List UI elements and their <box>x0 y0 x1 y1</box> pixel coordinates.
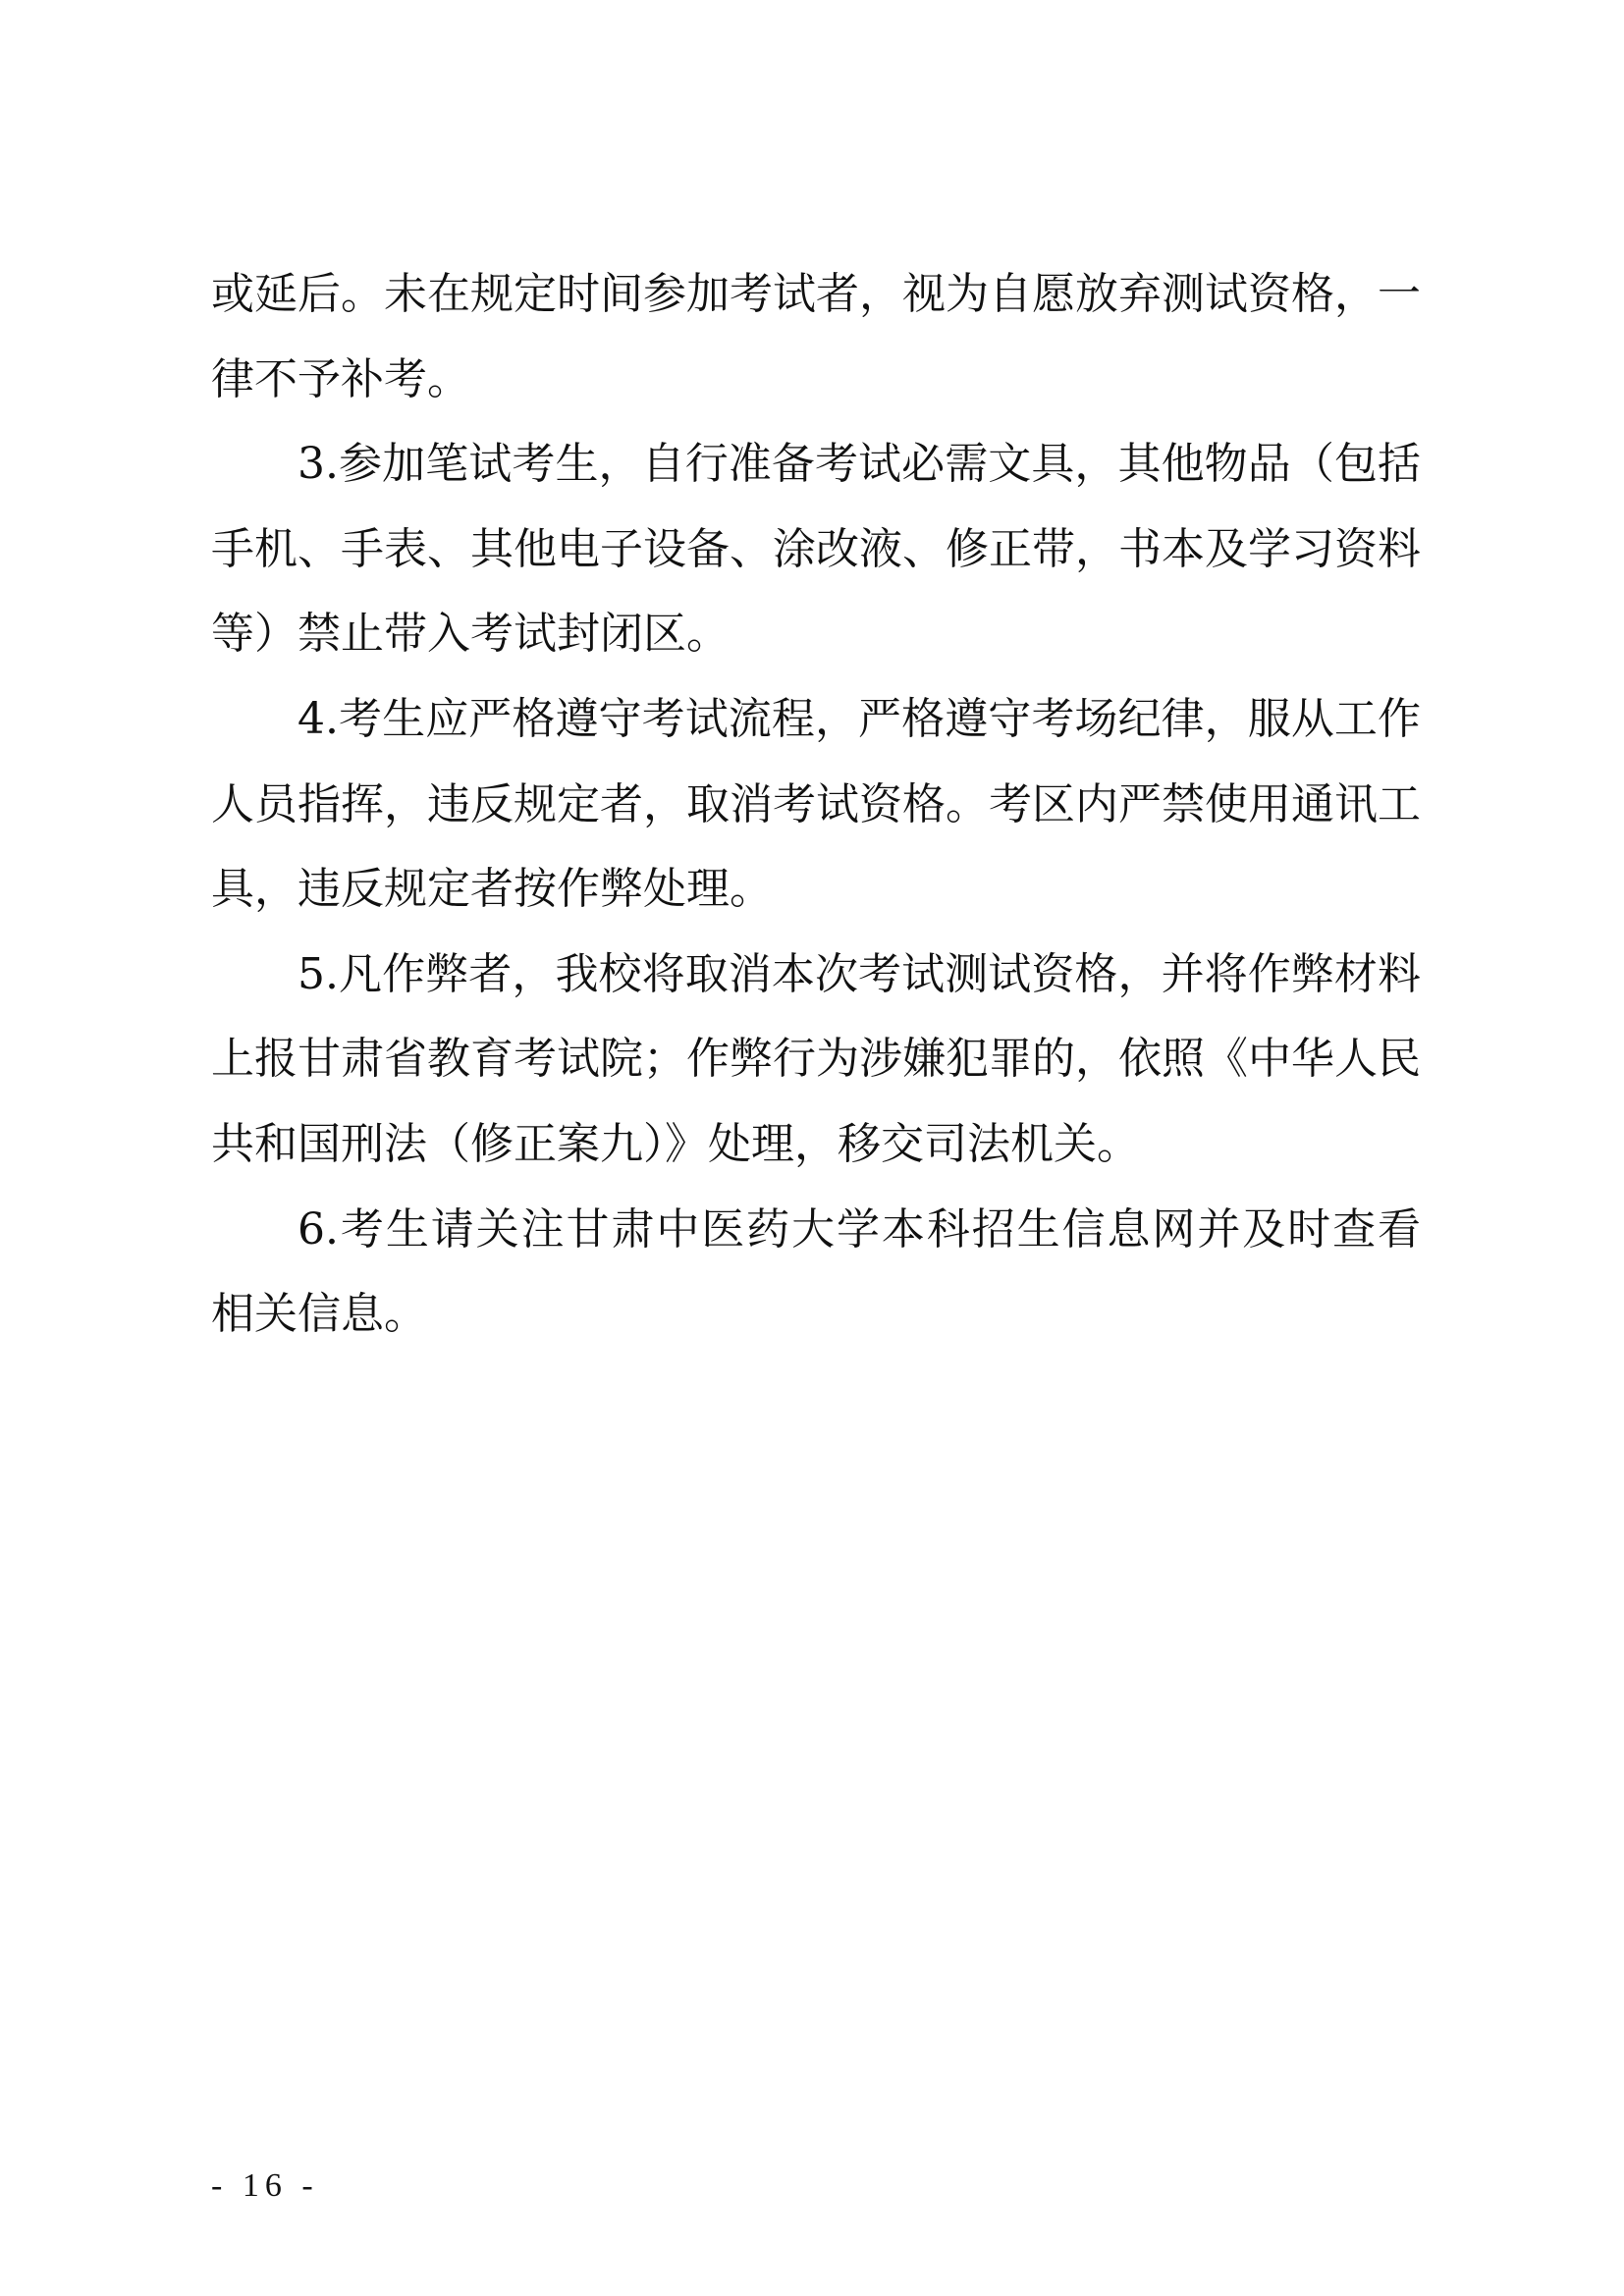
text-line: 4.考生应严格遵守考试流程，严格遵守考场纪律，服从工作 <box>298 693 1421 744</box>
text-line: 6.考生请关注甘肃中医药大学本科招生信息网并及时查看 <box>298 1203 1421 1255</box>
text-line: 具，违反规定者按作弊处理。 <box>211 864 773 915</box>
page-number: - 16 - <box>211 2167 319 2204</box>
text-line: 手机、手表、其他电子设备、涂改液、修正带，书本及学习资料 <box>211 523 1421 574</box>
text-line: 共和国刑法（修正案九）》处理，移交司法机关。 <box>211 1118 1140 1169</box>
text-line: 或延后。未在规定时间参加考试者，视为自愿放弃测试资格，一 <box>211 269 1421 319</box>
text-line: 上报甘肃省教育考试院；作弊行为涉嫌犯罪的，依照《中华人民 <box>211 1034 1421 1085</box>
text-line: 相关信息。 <box>211 1289 427 1340</box>
text-line: 5.凡作弊者，我校将取消本次考试测试资格，并将作弊材料 <box>298 948 1421 999</box>
text-line: 人员指挥，违反规定者，取消考试资格。考区内严禁使用通讯工 <box>211 778 1421 829</box>
text-line: 等）禁止带入考试封闭区。 <box>211 609 730 660</box>
document-body <box>211 252 1421 1358</box>
text-line: 律不予补考。 <box>211 353 470 404</box>
text-line: 3.参加笔试考生，自行准备考试必需文具，其他物品（包括 <box>298 439 1421 490</box>
